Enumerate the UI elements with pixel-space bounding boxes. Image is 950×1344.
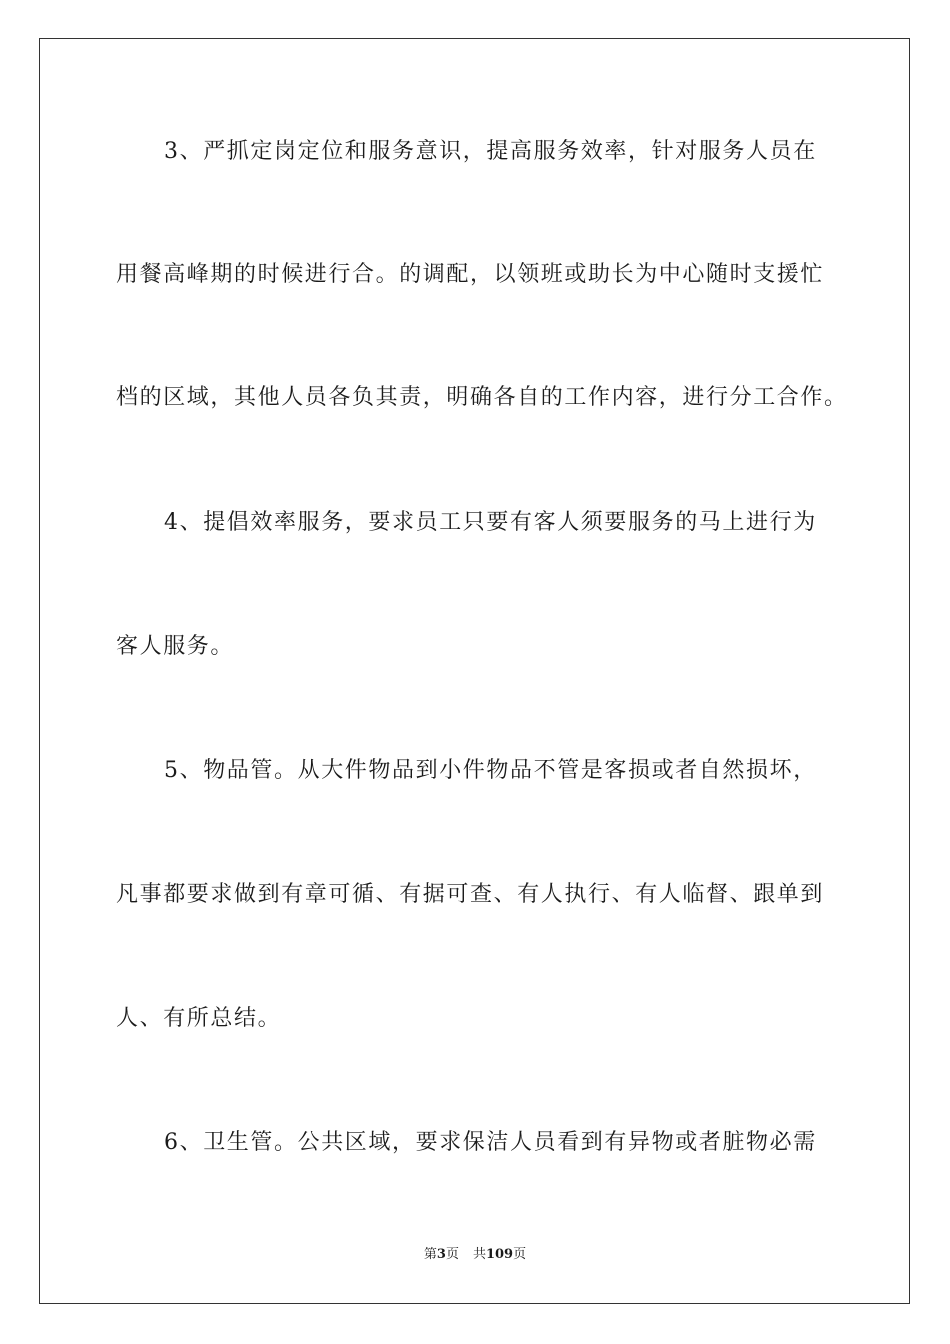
paragraph-line: 6、卫生管。公共区域，要求保洁人员看到有异物或者脏物必需 bbox=[164, 1130, 817, 1155]
footer-page-number: 3 bbox=[436, 1247, 446, 1262]
paragraph-line: 5、物品管。从大件物品到小件物品不管是客损或者自然损坏， bbox=[164, 758, 817, 783]
page-border bbox=[39, 38, 910, 1304]
footer-total-prefix: 共 bbox=[472, 1247, 486, 1262]
paragraph-line: 凡事都要求做到有章可循、有据可查、有人执行、有人临督、跟单到 bbox=[116, 882, 825, 907]
footer-page-prefix: 第 bbox=[423, 1247, 437, 1262]
paragraph-line: 3、严抓定岗定位和服务意识，提高服务效率，针对服务人员在 bbox=[164, 139, 817, 164]
paragraph-line: 档的区域，其他人员各负其责，明确各自的工作内容，进行分工合作。 bbox=[116, 385, 848, 410]
footer-total-pages: 109 bbox=[485, 1247, 514, 1262]
paragraph-line: 4、提倡效率服务，要求员工只要有客人须要服务的马上进行为 bbox=[164, 510, 817, 535]
footer-page-suffix: 页 bbox=[445, 1247, 459, 1262]
page-footer bbox=[0, 1246, 950, 1264]
paragraph-line: 人、有所总结。 bbox=[116, 1006, 282, 1031]
paragraph-line: 用餐高峰期的时候进行合。的调配，以领班或助长为中心随时支援忙 bbox=[116, 262, 825, 287]
footer-total-suffix: 页 bbox=[513, 1247, 527, 1262]
paragraph-line: 客人服务。 bbox=[116, 634, 235, 659]
